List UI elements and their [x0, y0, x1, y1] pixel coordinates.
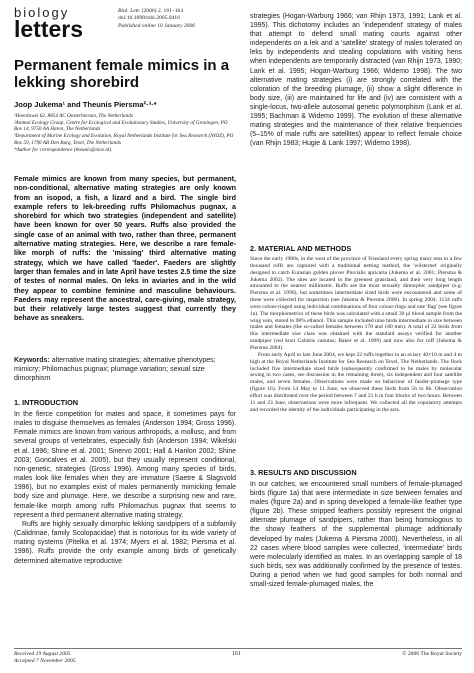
- page-number: 161: [232, 651, 241, 657]
- results-heading: 3. RESULTS AND DISCUSSION: [250, 468, 357, 477]
- intro-paragraph-2: Ruffs are highly sexually dimorphic lekking sandpipers of a subfamily (Calidrinae, family Scolopacidae) that is notorious for its wide variety of mating systems (Pitelka et al. 1974; Myers et al. 1982; Piersma et al. 1996). Ruffs provide the only example among birds of genetically determined alternative reproductive: [14, 520, 236, 565]
- intro-heading: 1. INTRODUCTION: [14, 398, 79, 407]
- affiliation-3: ³Department of Marine Ecology and Evolution, Royal Netherlands Institute for Sea Research (NIOZ), PO Box 59, 1790 AB Den Burg, Texel, The Netherlands: [14, 133, 234, 146]
- affiliation-1: ¹Haerdawei 62, 8854 AC Oosterbierum, The Netherlands: [14, 113, 133, 119]
- accepted-date: Accepted 7 November 2005: [14, 658, 76, 664]
- intro-paragraph-1: In the fierce competition for mates and space, it sometimes pays for males to disguise themselves as females (Anderson 1994; Gross 1996). Female mimics are known from various arthropods, a mollusc, and from several groups of vertebrates, especially fish (Anderson 1994; Wikelski et al. 1996; Shine et al. 2001; Sinervo 2001; Hall & Hanlon 2002; Shine 2003; Goncalves et al. 2005), but they usually represent conditional, non-genetic, strategies (Gross 1996). Among many species of birds, males look like females when they are immature (Saetre & Slagsvold 1996), but no examples exist of males permanently mimicking female body size and plumage. Here, we describe a surprising new and rare, female-like morph among ruffs Philomachus pugnax that seems to represent a third permanent alternative mating strategy.: [14, 411, 236, 519]
- methods-body: [250, 256, 462, 413]
- logo-line-letters: letters: [14, 16, 84, 42]
- keywords-label: Keywords:: [14, 357, 50, 364]
- citation-block: [118, 8, 195, 30]
- citation-journal: Biol. Lett.: [118, 8, 141, 14]
- methods-paragraph-1: Since the early 1980s, in the west of the province of Friesland every spring many tens to a few thousand ruffs are captured with a traditional netting method, the 'wilsternet' originally designed to catch Eurasian golden plover Pluvialis apricaria (Jukema et al. 2001; Piersma & Jukema 2002). The sites are located in the greenest grassland, and their very long length amounted to the nearest millimetre. Ruffs are the most sexually dimorphic sandpiper (e.g. Piersma et al. 1996), but sometimes intermediate sized birds were encountered and some of these were collected for inspection (see Jukema & Piersma 2000). In spring 2004, 1134 ruffs were colour-ringed using individual combinations of four colour-rings and one 'flag' (see figure 1a). The morphometrics of these birds was calculated with a small 30 μl blood sample from the wing vein, stored in 98% ethanol. This sample included nine birds intermediate in size between males and females (the so-called females between 170 and 180 mm). A total of 22 birds from this intermediate size class was obtained with the standard assays verified for another sandpiper (red knot Calidris canutus; Baker et al. 1999) and now also for ruff (Jukema & Piersma 2004).: [250, 256, 462, 351]
- keywords-list: alternative mating strategies; alternative phenotypes; mimicry; Philomachus pugnax; plumage variation; sexual size dimorphism: [14, 357, 216, 382]
- affiliations: [14, 113, 236, 153]
- copyright: © 2006 The Royal Society: [402, 651, 462, 657]
- citation-doi[interactable]: doi:10.1098/rsbl.2005.0416: [118, 15, 180, 22]
- results-body: In our catches, we encountered small numbers of female-plumaged birds (figure 1a) that were intermediate in size between females and males (figure 2a) and in spring developed a female-like feather type (figure 2b). These stripped feathers possibly represent the original alternate plumage of sandpipers, rather than being homologous to the showy feathers of the supplemental plumage additionally developed by males (Jukema & Piersma 2000). Nevertheless, in all 22 cases where blood samples were collected, 'intermediate' birds were molecularly identified as males. In an overlapping sample of 18 such birds, sex was additionally confirmed by the presence of testes. During a period when we had good samples for both normal and small-sized female-plumaged males, the: [250, 481, 462, 589]
- received-date: Received 19 August 2005: [14, 651, 71, 657]
- methods-heading: 2. MATERIAL AND METHODS: [250, 244, 352, 253]
- citation-published: Published online 10 January 2006: [118, 22, 196, 29]
- footer-dates: [14, 651, 76, 665]
- citation-volume: (2006) 2, 161–164: [140, 8, 184, 14]
- intro-continued: strategies (Hogan-Warburg 1966; van Rhijn 1973, 1991; Lank et al. 1995). This dichotomy includes an 'independent' strategy of males that attempt to defend small mating courts against other independents on a lek and a 'satellite' strategy of males tolerated on leks by independents and stealing copulations with visiting hens when independents are temporarily distracted (van Rhijn 1973, 1990; Lank et al. 1995; Hogan-Warburg 1966; Widemo 1998). The two alternative mating strategies (i) are strongly correlated with the coloration of the breeding plumage, (ii) show a slight difference in body size, (iii) are maintained for life and (iv) are consistent with a single-locus, two-allele autosomal genetic polymorphism (Lank et al. 1995; Bachman & Widemo 1999). The evolution of these alternative mating strategies and the maintenance of their relative frequencies (5–15% of male ruffs are satellites) appear to reflect female choice (van Rhijn 1983; Hugie & Lank 1997; Widemo 1998).: [250, 13, 462, 148]
- paper-title: Permanent female mimics in a lekking shorebird: [14, 57, 230, 91]
- keywords: [14, 356, 236, 383]
- intro-body: [14, 410, 236, 566]
- abstract: Female mimics are known from many species, but permanent, non-conditional, alternative mating strategies are only known from an isopod, a fish, a lizard and a bird. The single bird example refers to lek-breeding ruffs Philomachus pugnax, a shorebird for which two strategies (independent and satellite) have been known for over 50 years. Ruffs also provided the single case of an animal with two, rather than three, permanent alternative mating strategies. Here, we describe a rare female-like morph of ruffs: the 'missing' third alternative mating strategy, which we have called 'faeder'. Faeders are slightly larger than females and in late April have testes 2.5 time the size of testes of normal males. On leks in aviaries and in the wild they appear to combine feminine and masculine behaviours. Faeders may represent the ancestral, care-giving, male strategy, but their relatively large testes suggest that currently they behave as sneakers.: [14, 174, 236, 323]
- affiliation-2: ²Animal Ecology Group, Centre for Ecological and Evolutionary Studies, University of Groningen, PO Box 14, 9750 AA Haren, The Netherlands: [14, 119, 228, 133]
- footer-divider: [14, 648, 462, 649]
- methods-paragraph-2: From early April to late June 2004, we kept 22 ruffs together in an aviary 40×10 m and 4 m high at the Royal Netherlands Institute for Sea Research on Texel, The Netherlands. The flock included five intermediate sized birds (subsequently confirmed to be males by molecular sexing in two cases, see discussion in the remaining three), six independent and four satellite males, and seven females. Observations were made on behaviour of faeder-plumage type (figure 1b). From 14 May to 11 June, we observed these birds from 5h to 8h. Observation effort was distributed over the period between 7 and 21 h in four blocks of two hours. Between 11 and 23 June, observations were more infrequent. We collected all the copulatory attempts and recorded the identity of the individuals participating in the acts.: [250, 351, 462, 413]
- logo-line-biology: biology: [14, 5, 70, 20]
- paper-authors: Joop Jukema¹ and Theunis Piersma²·³·*: [14, 100, 157, 109]
- journal-logo: [14, 6, 83, 41]
- correspondence: *Author for correspondence (theunis@nioz.nl).: [14, 146, 113, 153]
